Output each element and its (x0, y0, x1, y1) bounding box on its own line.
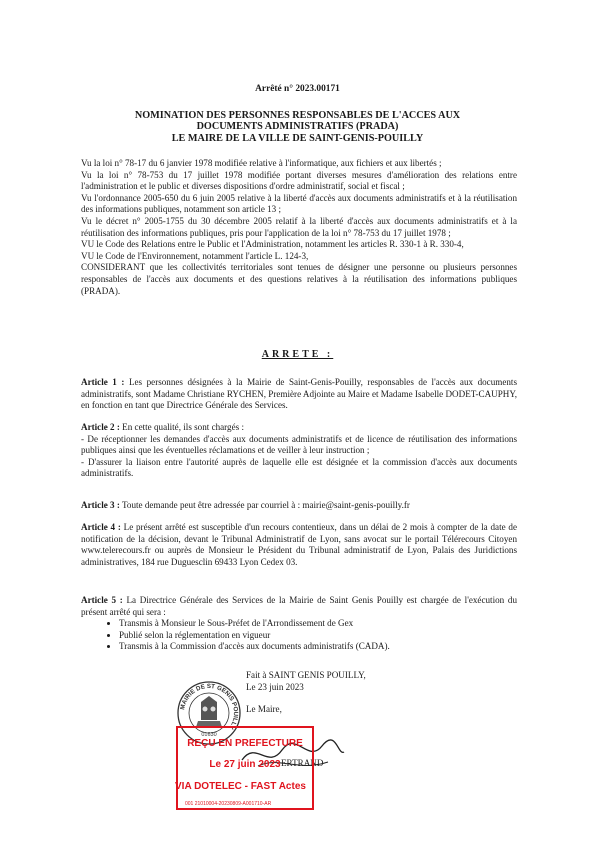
article-2 (81, 422, 517, 480)
article-4-label: Article 4 : (81, 522, 121, 532)
article-2-item: - D'assurer la liaison entre l'autorité auprès de laquelle elle est désignée et la commission d'accès aux documents administratifs. (81, 456, 517, 479)
signature-place: Fait à SAINT GENIS POUILLY, (246, 670, 366, 680)
consideration-item: VU le Code des Relations entre le Public et l'Administration, notamment les articles R. 330-1 à R. 330-4, (81, 239, 464, 250)
signature-block (246, 670, 446, 716)
article-4-text: Le présent arrêté est susceptible d'un recours contentieux, dans un délai de 2 mois à compter de la date de notification de la décision, devant le Tribunal Administratif de Lyon, sans avocat sur le portail Télérecours Citoyen www.telerecours.fr ou auprès de Monsieur le Président du Tribunal administratif de Lyon, Palais des Juridictions administratives, 184 rue Duguesclin 69433 Lyon Cedex 03. (81, 522, 517, 567)
article-4 (81, 522, 517, 568)
title-line-1: NOMINATION DES PERSONNES RESPONSABLES DE L'ACCES AUX (134, 110, 461, 121)
consideration-item: CONSIDERANT que les collectivités territoriales sont tenues de désigner une personne ou plusieurs personnes responsables de l'accès aux documents et des questions relatives à la réutilisation des informations publiques (PRADA). (81, 262, 517, 296)
article-3 (81, 500, 517, 512)
article-3-label: Article 3 : (81, 500, 120, 510)
article-1 (81, 377, 517, 412)
article-5-label: Article 5 : (81, 595, 123, 605)
consideration-item: VU le Code de l'Environnement, notamment l'article L. 124-3, (81, 250, 309, 261)
list-item: • Transmis à la Commission d'accès aux documents administratifs (CADA). (119, 641, 517, 653)
consideration-item: Vu la loi n° 78-753 du 17 juillet 1978 modifiée portant diverses mesures d'amélioration des relations entre l'administration et le public et diverses dispositions d'ordre administratif, social et fiscal ; (81, 169, 517, 192)
list-item: • Transmis à Monsieur le Sous-Préfet de l'Arrondissement de Gex (119, 618, 517, 630)
article-2-label: Article 2 : (81, 422, 120, 432)
arrete-number: Arrêté n° 2023.00171 (255, 84, 340, 94)
stamp-line-4: 001 21010004-20230809-A001710-AR (185, 801, 272, 807)
article-5 (81, 595, 517, 653)
list-item: • Publié selon la réglementation en vigueur (119, 630, 517, 642)
article-2-intro: En cette qualité, ils sont chargés : (119, 422, 244, 432)
signature-date: Le 23 juin 2023 (246, 681, 304, 692)
considerations-block (81, 158, 517, 297)
stamp-line-2: Le 27 juin 2023 (209, 759, 281, 770)
article-5-list (81, 618, 517, 653)
article-2-item: - De réceptionner les demandes d'accès aux documents administratifs et de licence de réutilisation des informations publiques ainsi que les éventuelles réclamations et de veiller à leur instruction ; (81, 433, 517, 456)
title-line-3: LE MAIRE DE LA VILLE DE SAINT-GENIS-POUILLY (171, 132, 424, 144)
svg-text:MAIRIE DE ST GENIS POUILLY: MAIRIE DE ST GENIS POUILLY (179, 682, 240, 731)
article-1-text: Les personnes désignées à la Mairie de Saint-Genis-Pouilly, responsables de l'accès aux documents administratifs, sont Madame Christiane RYCHEN, Première Adjointe au Maire et Madame Isabelle DODET-CAUPHY, en fonction en tant que Directrice Générale des Services. (81, 377, 517, 411)
consideration-item: Vu la loi n° 78-17 du 6 janvier 1978 modifiée relative à l'informatique, aux fichiers et aux libertés ; (81, 158, 442, 168)
svg-text:01630: 01630 (201, 732, 217, 738)
signatory-name: ERTRAND (281, 758, 324, 768)
signature-role: Le Maire, (246, 704, 282, 715)
stamp-line-3: VIA DOTELEC - FAST Actes (175, 781, 306, 792)
title-line-2: DOCUMENTS ADMINISTRATIFS (PRADA) (196, 121, 399, 133)
consideration-item: Vu l'ordonnance 2005-650 du 6 juin 2005 relative à la liberté d'accès aux documents administratifs et à la réutilisation des informations publiques, notamment son article 13 ; (81, 192, 517, 215)
article-5-text: La Directrice Générale des Services de la Mairie de Saint Genis Pouilly est chargée de l'exécution du présent arrêté qui sera : (81, 595, 517, 617)
stamp-line-1: REÇU EN PREFECTURE (187, 738, 303, 749)
article-1-label: Article 1 : (81, 377, 125, 387)
consideration-item: Vu le décret n° 2005-1755 du 30 décembre 2005 relatif à la liberté d'accès aux documents administratifs et à la réutilisation des informations publiques, pris pour l'application de la loi n° 78-753 du 17 juillet 1978 ; (81, 215, 517, 238)
document-title (0, 110, 595, 144)
arrete-heading: ARRETE : (261, 349, 334, 360)
article-3-text: Toute demande peut être adressée par courriel à : mairie@saint-genis-pouilly.fr (119, 500, 410, 510)
